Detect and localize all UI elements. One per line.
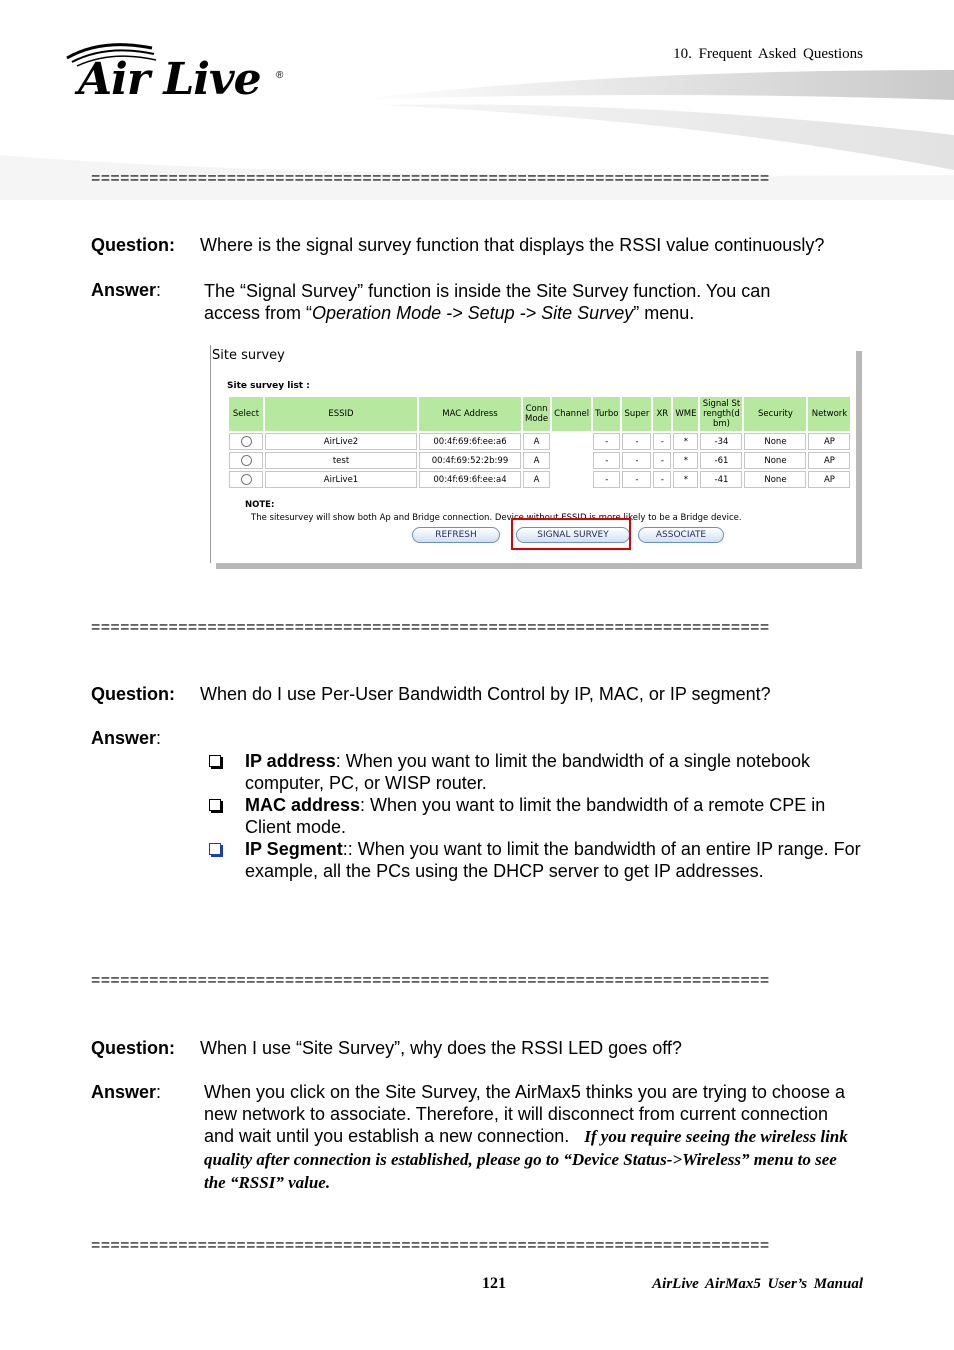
question-text: When I use “Site Survey”, why does the RSSI LED goes off? — [200, 1038, 682, 1058]
select-radio[interactable] — [241, 455, 252, 466]
question-text: When do I use Per-User Bandwidth Control by IP, MAC, or IP segment? — [200, 684, 771, 704]
network-cell: AP — [808, 452, 850, 469]
logo-registered-mark: ® — [276, 70, 284, 81]
mode-cell: A — [523, 433, 550, 450]
mode-cell: A — [523, 452, 550, 469]
essid-cell: AirLive1 — [265, 471, 417, 488]
col-header: XR — [653, 397, 671, 431]
turbo-cell: - — [593, 433, 620, 450]
essid-cell: AirLive2 — [265, 433, 417, 450]
network-cell: AP — [808, 433, 850, 450]
col-header: Super — [622, 397, 651, 431]
mac-cell: 00:4f:69:6f:ee:a6 — [419, 433, 521, 450]
separator-line: ====================================================================== — [91, 972, 770, 989]
signal-cell: -41 — [700, 471, 742, 488]
faq-1-question — [91, 235, 825, 256]
security-cell: None — [744, 471, 806, 488]
signal-survey-highlight — [511, 518, 631, 550]
col-header: Channel — [552, 397, 591, 431]
security-cell: None — [744, 433, 806, 450]
wme-cell: * — [673, 471, 698, 488]
separator-line: ====================================================================== — [91, 1237, 770, 1254]
signal-survey-button[interactable]: SIGNAL SURVEY — [516, 527, 630, 543]
chapter-title: 10. Frequent Asked Questions — [673, 46, 863, 62]
associate-button[interactable]: ASSOCIATE — [638, 527, 724, 543]
col-header: Security — [744, 397, 806, 431]
signal-cell: -61 — [700, 452, 742, 469]
wme-cell: * — [673, 433, 698, 450]
turbo-cell: - — [593, 452, 620, 469]
mac-cell: 00:4f:69:6f:ee:a4 — [419, 471, 521, 488]
security-cell: None — [744, 452, 806, 469]
faq-2-question — [91, 684, 771, 705]
xr-cell: - — [653, 433, 671, 450]
col-header: WME — [673, 397, 698, 431]
faq-2-answer-label: Answer: — [91, 728, 162, 748]
xr-cell: - — [653, 452, 671, 469]
select-cell — [229, 433, 263, 450]
essid-cell: test — [265, 452, 417, 469]
col-header: MAC Address — [419, 397, 521, 431]
answer-emphasis: If you require seeing the wireless link quality after connection is established, please go to “Device Status->Wireless” menu to see the “RSSI” value. — [204, 1127, 848, 1192]
channel-cell — [552, 471, 591, 488]
table-row — [229, 452, 850, 469]
answer-plain: When you click on the Site Survey, the AirMax5 thinks you are trying to choose a new network to associate. Therefore, it will disconnect from current connection and wait until you establish a new connection. — [204, 1082, 845, 1146]
site-survey-table — [227, 395, 852, 490]
answer-line-2: access from “Operation Mode -> Setup -> Site Survey” menu. — [204, 303, 695, 323]
question-text: Where is the signal survey function that displays the RSSI value continuously? — [200, 235, 825, 255]
select-cell — [229, 471, 263, 488]
wme-cell: * — [673, 452, 698, 469]
table-row — [229, 433, 850, 450]
faq-1-answer — [204, 280, 864, 324]
signal-cell: -34 — [700, 433, 742, 450]
bullet-ip-address: IP address: When you want to limit the bandwidth of a single notebook computer, PC, or WISP router. — [209, 750, 864, 794]
bullet-mac-address: MAC address: When you want to limit the bandwidth of a remote CPE in Client mode. — [209, 794, 864, 838]
bullet-ip-segment: IP Segment:: When you want to limit the bandwidth of an entire IP range. For example, all the PCs using the DHCP server to get IP addresses. — [209, 838, 864, 882]
question-label: Question: — [91, 235, 175, 255]
note-text: The sitesurvey will show both Ap and Bridge connection. Device without ESSID is more likely to be a Bridge device. — [251, 513, 742, 523]
col-header: Select — [229, 397, 263, 431]
col-header: ESSID — [265, 397, 417, 431]
channel-cell — [552, 452, 591, 469]
table-header-row — [229, 397, 850, 431]
mac-cell: 00:4f:69:52:2b:99 — [419, 452, 521, 469]
question-label: Question: — [91, 1038, 175, 1058]
faq-1-answer-label: Answer: — [91, 280, 162, 300]
question-label: Question: — [91, 684, 175, 704]
col-header: Signal Strength(dbm) — [700, 397, 742, 431]
site-survey-list-label: Site survey list : — [227, 381, 310, 391]
note-label: NOTE: — [245, 500, 275, 510]
separator-line: ====================================================================== — [91, 170, 770, 187]
xr-cell: - — [653, 471, 671, 488]
super-cell: - — [622, 433, 651, 450]
site-survey-title: Site survey — [212, 348, 285, 363]
mode-cell: A — [523, 471, 550, 488]
super-cell: - — [622, 471, 651, 488]
airlive-logo: Air Live — [78, 54, 261, 105]
network-cell: AP — [808, 471, 850, 488]
answer-line-1: The “Signal Survey” function is inside the Site Survey function. You can — [204, 281, 771, 301]
col-header: Network — [808, 397, 850, 431]
select-cell — [229, 452, 263, 469]
channel-cell — [552, 433, 591, 450]
select-radio[interactable] — [241, 436, 252, 447]
super-cell: - — [622, 452, 651, 469]
page-number: 121 — [482, 1275, 506, 1292]
manual-title: AirLive AirMax5 User’s Manual — [652, 1276, 863, 1292]
turbo-cell: - — [593, 471, 620, 488]
col-header: Conn Mode — [523, 397, 550, 431]
select-radio[interactable] — [241, 474, 252, 485]
col-header: Turbo — [593, 397, 620, 431]
checkbox-bullet-icon — [209, 755, 221, 767]
faq-3-answer — [204, 1081, 862, 1194]
checkbox-bullet-icon — [209, 843, 221, 855]
faq-3-question — [91, 1038, 682, 1059]
separator-line: ====================================================================== — [91, 619, 770, 636]
faq-3-answer-label: Answer: — [91, 1082, 162, 1102]
table-row — [229, 471, 850, 488]
refresh-button[interactable]: REFRESH — [412, 527, 500, 543]
checkbox-bullet-icon — [209, 799, 221, 811]
